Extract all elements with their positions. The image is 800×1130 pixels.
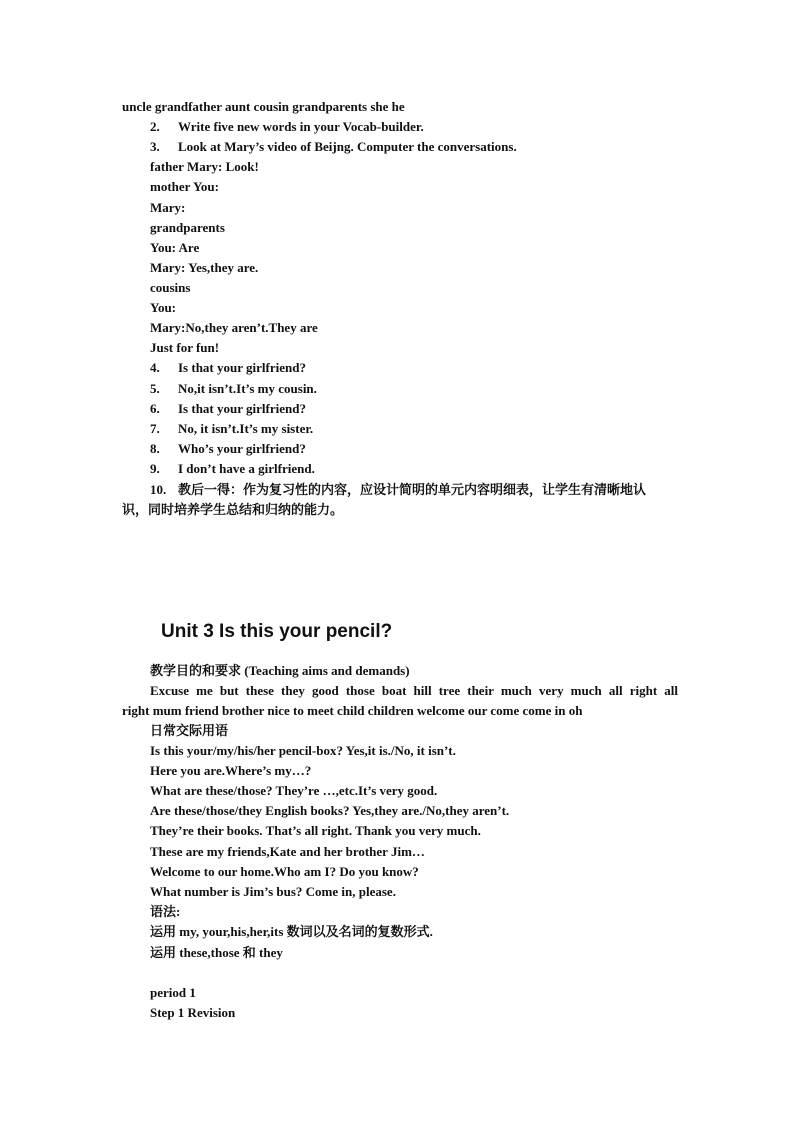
teaching-note [150,480,646,500]
line-number: 8. [150,441,160,456]
expression-line: What are these/those? They’re …,etc.It’s very good. [150,783,438,798]
dialogue-line: Mary:No,they aren’t.They are [150,320,318,335]
line-text: Look at Mary’s video of Beijng. Computer the conversations. [178,139,517,154]
word-list: uncle grandfather aunt cousin grandparents she he [122,99,405,114]
dialogue-line: cousins [150,280,191,295]
expression-line: Here you are.Where’s my…? [150,763,312,778]
numbered-line [150,137,517,157]
expression-line: Are these/those/they English books? Yes,they are./No,they aren’t. [150,803,510,818]
grammar-item: 运用 my, your,his,her,its 数词以及名词的复数形式. [150,924,433,939]
dialogue-line: Mary: Yes,they are. [150,260,259,275]
expression-line: They’re their books. That’s all right. Thank you very much. [150,823,481,838]
line-text: Is that your girlfriend? [178,360,306,375]
grammar-heading: 语法: [150,904,181,919]
grammar-item: 运用 these,those 和 they [150,945,283,960]
line-text: Write five new words in your Vocab-builder. [178,119,424,134]
step-label: Step 1 Revision [150,1005,236,1020]
numbered-line [150,419,313,439]
line-number: 7. [150,421,160,436]
line-number: 6. [150,401,160,416]
dialogue-line: You: [150,300,177,315]
line-text: No, it isn’t.It’s my sister. [178,421,314,436]
expression-line: These are my friends,Kate and her brother Jim… [150,844,425,859]
period-label: period 1 [150,985,196,1000]
dialogue-line: Just for fun! [150,340,220,355]
numbered-line [150,439,306,459]
numbered-line [150,379,317,399]
dialogue-line: father Mary: Look! [150,159,259,174]
numbered-line [150,117,424,137]
dialogue-line: grandparents [150,220,225,235]
expression-line: Is this your/my/his/her pencil-box? Yes,it is./No, it isn’t. [150,743,456,758]
line-number: 2. [150,119,160,134]
dialogue-line: mother You: [150,179,219,194]
line-text: Who’s your girlfriend? [178,441,306,456]
aims-heading: 教学目的和要求 (Teaching aims and demands) [150,663,410,678]
line-number: 10. [150,482,167,497]
expression-line: Welcome to our home.Who am I? Do you know? [150,864,419,879]
numbered-line [150,399,306,419]
numbered-line [150,459,315,479]
dialogue-line: You: Are [150,240,200,255]
teaching-note-continued: 识，同时培养学生总结和归纳的能力。 [122,502,344,517]
line-text: Is that your girlfriend? [178,401,306,416]
numbered-line [150,358,306,378]
note-text: 教后一得：作为复习性的内容，应设计简明的单元内容明细表，让学生有清晰地认 [178,482,647,497]
line-text: I don’t have a girlfriend. [178,461,315,476]
line-number: 4. [150,360,160,375]
line-number: 3. [150,139,160,154]
expression-line: What number is Jim’s bus? Come in, please. [150,884,396,899]
vocab-line: right mum friend brother nice to meet child children welcome our come come in oh [122,703,583,718]
daily-expressions-heading: 日常交际用语 [150,723,229,738]
line-text: No,it isn’t.It’s my cousin. [178,381,317,396]
line-number: 5. [150,381,160,396]
dialogue-line: Mary: [150,200,186,215]
unit-title: Unit 3 Is this your pencil? [161,621,393,642]
vocab-line: Excuse me but these they good those boat hill tree their much very much all right all [150,683,678,698]
line-number: 9. [150,461,160,476]
